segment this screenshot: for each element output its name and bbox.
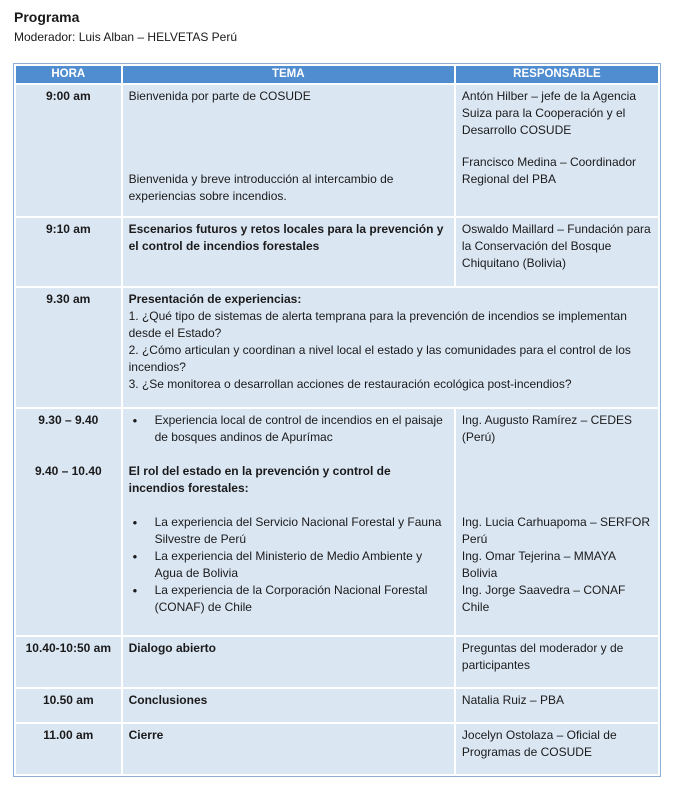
list-item: • La experiencia del Ministerio de Medio Ambiente y Agua de Bolivia — [129, 548, 448, 582]
responsible-text: Ing. Augusto Ramírez – CEDES (Perú) — [461, 413, 632, 444]
responsible-cell — [456, 409, 658, 635]
table-row — [16, 85, 658, 216]
responsible-cell: Natalia Ruiz – PBA — [456, 689, 658, 722]
question-item: 2. ¿Cómo articulan y coordinan a nivel local el estado y las comunidades para el control de los incendios? — [128, 343, 631, 374]
program-title: Programa — [14, 9, 80, 25]
topic-text: Bienvenida y breve introducción al intercambio de experiencias sobre incendios. — [128, 172, 394, 203]
topic-cell: Dialogo abierto — [123, 637, 454, 687]
column-header-hora: HORA — [16, 66, 121, 83]
column-header-tema: TEMA — [123, 66, 454, 83]
moderator-line: Moderador: Luis Alban – HELVETAS Perú — [14, 30, 238, 44]
table-row — [16, 288, 658, 407]
time-cell: 10.50 am — [16, 689, 121, 722]
time-cell: 10.40-10:50 am — [16, 637, 121, 687]
responsible-cell — [456, 85, 658, 216]
responsible-text: Antón Hilber – jefe de la Agencia Suiza para la Cooperación y el Desarrollo COSUDE — [461, 89, 637, 137]
table-row — [16, 689, 658, 722]
time-cell: 9:10 am — [16, 218, 121, 286]
time-text: 9.40 – 10.40 — [34, 464, 102, 478]
responsible-text: Ing. Omar Tejerina – MMAYA Bolivia — [461, 549, 616, 580]
responsible-text: Ing. Lucia Carhuapoma – SERFOR Perú — [461, 515, 650, 546]
topic-cell: Escenarios futuros y retos locales para la prevención y el control de incendios forestales — [123, 218, 454, 286]
table-row — [16, 724, 658, 774]
table-row — [16, 218, 658, 286]
topic-cell: Conclusiones — [123, 689, 454, 722]
topic-cell — [123, 288, 658, 407]
topic-cell — [123, 409, 454, 635]
question-item: 1. ¿Qué tipo de sistemas de alerta temprana para la prevención de incendios se implementan desde el Estado? — [128, 309, 627, 340]
topic-heading: El rol del estado en la prevención y control de incendios forestales: — [128, 464, 391, 495]
list-item: • La experiencia del Servicio Nacional Forestal y Fauna Silvestre de Perú — [129, 514, 448, 548]
time-cell: 9:00 am — [16, 85, 121, 216]
time-text: 9.30 – 9.40 — [38, 413, 99, 427]
responsible-cell: Jocelyn Ostolaza – Oficial de Programas de COSUDE — [456, 724, 658, 774]
list-item: • La experiencia de la Corporación Nacional Forestal (CONAF) de Chile — [129, 582, 448, 616]
table-row — [16, 409, 658, 635]
question-item: 3. ¿Se monitorea o desarrollan acciones de restauración ecológica post-incendios? — [128, 377, 572, 391]
time-cell — [16, 409, 121, 635]
responsible-text: Ing. Jorge Saavedra – CONAF Chile — [461, 583, 626, 614]
topic-text: Bienvenida por parte de COSUDE — [128, 89, 311, 103]
topic-cell: Cierre — [123, 724, 454, 774]
topic-cell — [123, 85, 454, 216]
responsible-text: Francisco Medina – Coordinador Regional del PBA — [461, 155, 636, 186]
responsible-cell: Preguntas del moderador y de participantes — [456, 637, 658, 687]
responsible-cell: Oswaldo Maillard – Fundación para la Conservación del Bosque Chiquitano (Bolivia) — [456, 218, 658, 286]
table-header-row — [16, 66, 658, 83]
list-item: • Experiencia local de control de incendios en el paisaje de bosques andinos de Apurímac — [129, 412, 448, 446]
topic-heading: Presentación de experiencias: — [128, 292, 302, 306]
column-header-responsable: RESPONSABLE — [456, 66, 658, 83]
table-row — [16, 637, 658, 687]
time-cell: 11.00 am — [16, 724, 121, 774]
time-cell: 9.30 am — [16, 288, 121, 407]
program-table — [13, 63, 661, 777]
